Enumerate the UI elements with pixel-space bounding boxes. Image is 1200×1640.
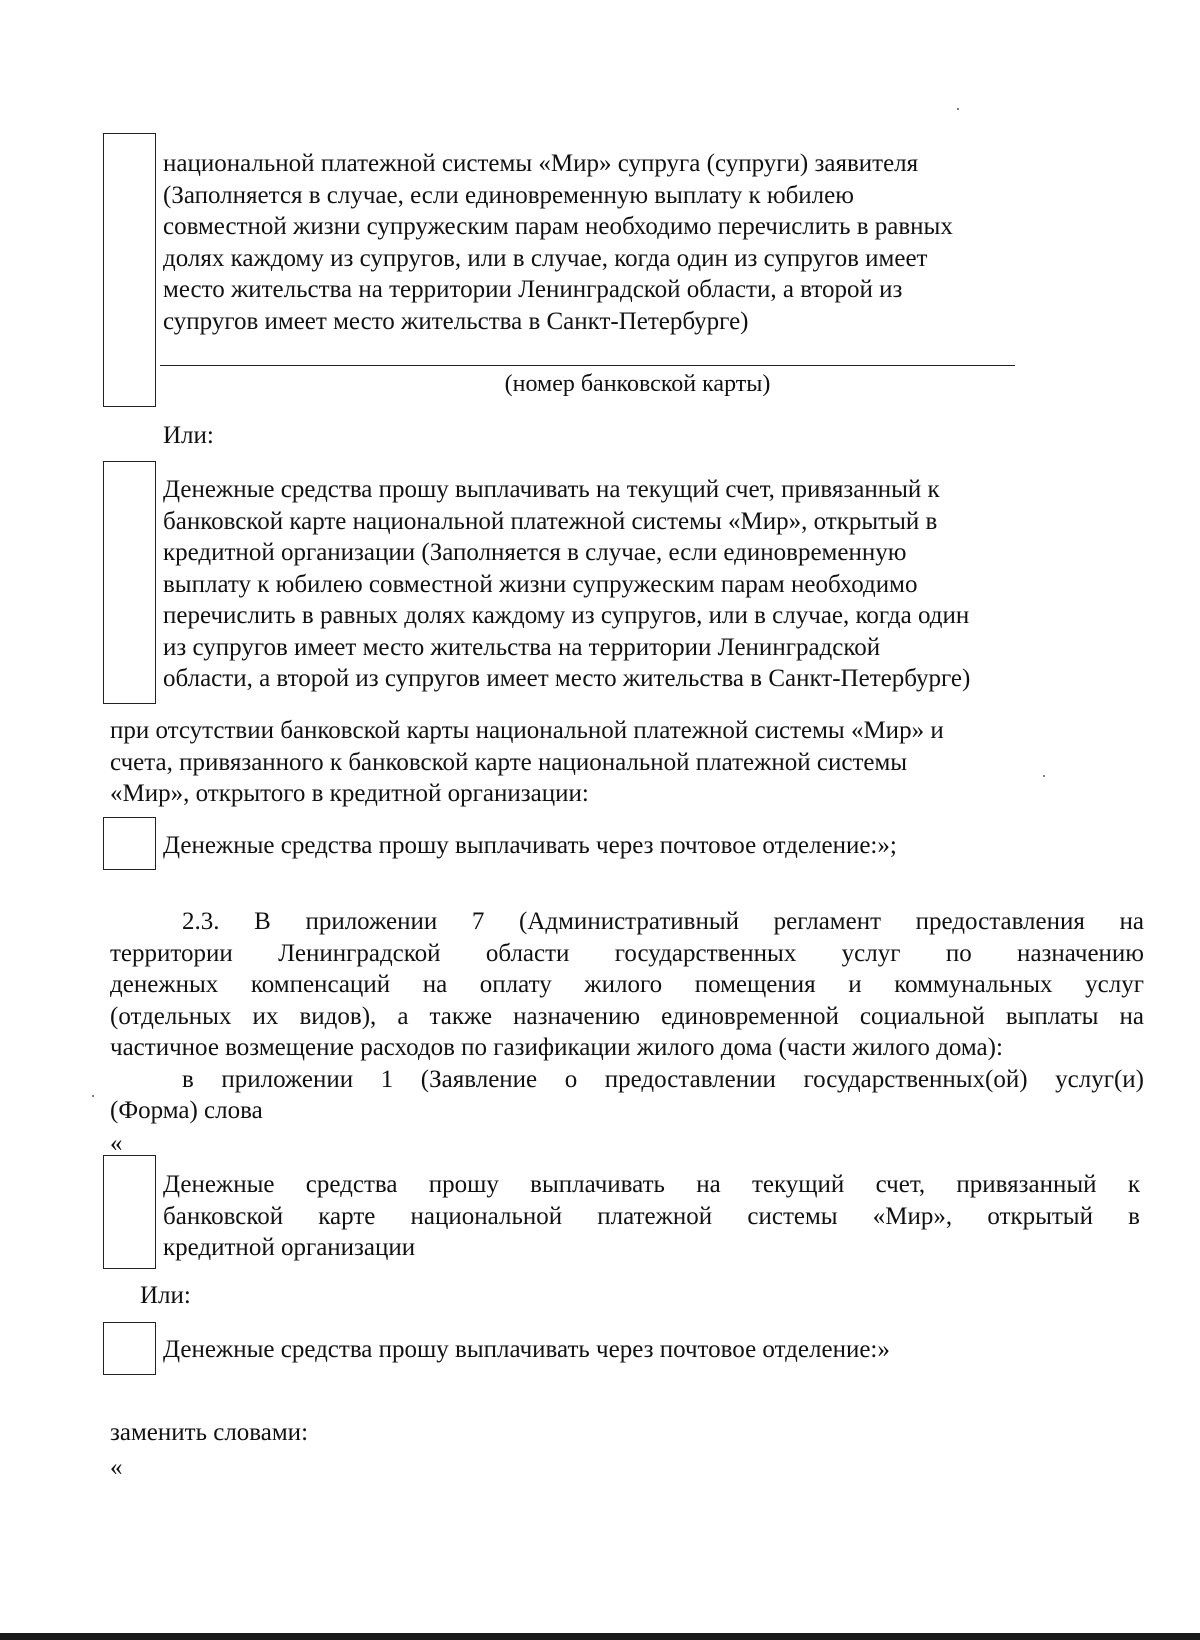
text-line: области, а второй из супругов имеет место жительства в Санкт-Петербурге)	[163, 665, 971, 692]
text-line: кредитной организации	[163, 1234, 416, 1261]
card-number-caption: (номер банковской карты)	[504, 371, 771, 397]
spouse-card-text	[163, 148, 953, 337]
section-2-3	[110, 906, 1144, 1127]
text-line: Денежные средства прошу выплачивать на текущий счет, привязанный к	[163, 476, 940, 503]
text-line: (Заполняется в случае, если единовременную выплату к юбилею	[163, 181, 854, 209]
text-line: при отсутствии банковской карты национальной платежной системы «Мир» и	[110, 717, 944, 744]
text-line: долях каждому из супругов, или в случае, когда один из супругов имеет	[163, 244, 928, 272]
text-line: национальной платежной системы «Мир» супруга (супруги) заявителя	[163, 150, 919, 177]
spouse-card-checkbox[interactable]	[103, 133, 156, 407]
scan-speck	[957, 108, 959, 110]
text-line: (Форма) слова	[110, 1097, 263, 1124]
post-office-checkbox-old[interactable]	[103, 1322, 156, 1375]
account-option-old-text	[163, 1169, 1140, 1264]
text-line: место жительства на территории Ленинградской области, а второй из	[163, 276, 903, 303]
or-label: Или:	[163, 422, 214, 449]
post-office-checkbox[interactable]	[103, 817, 156, 870]
text-line: банковской карте национальной платежной системы «Мир», открытый в	[163, 1202, 1140, 1230]
text-line: в приложении 1 (Заявление о предоставлении государственных(ой) услуг(и)	[182, 1065, 1144, 1093]
card-number-field-line[interactable]	[160, 365, 1015, 366]
text-line: из супругов имеет место жительства на территории Ленинградской	[163, 633, 881, 661]
account-option-checkbox[interactable]	[103, 461, 156, 704]
text-line: выплату к юбилею совместной жизни супружеским парам необходимо	[163, 570, 918, 598]
post-office-option-text: Денежные средства прошу выплачивать через почтовое отделение:»;	[163, 832, 897, 859]
open-quote: «	[110, 1454, 123, 1481]
text-line: кредитной организации (Заполняется в случае, если единовременную	[163, 539, 907, 566]
text-line: денежных компенсаций на оплату жилого помещения и коммунальных услуг	[110, 971, 1144, 998]
text-line: счета, привязанного к банковской карте национальной платежной системы	[110, 748, 908, 776]
text-line: (отдельных их видов), а также назначению единовременной социальной выплаты на	[110, 1002, 1144, 1030]
post-office-option-old-text: Денежные средства прошу выплачивать через почтовое отделение:»	[163, 1336, 890, 1363]
scan-bottom-edge	[0, 1633, 1200, 1640]
replace-label: заменить словами:	[110, 1419, 309, 1446]
open-quote: «	[110, 1130, 123, 1157]
text-line: частичное возмещение расходов по газификации жилого дома (части жилого дома):	[110, 1034, 1003, 1061]
account-option-text	[163, 474, 970, 695]
absence-paragraph	[110, 715, 944, 810]
text-line: перечислить в равных долях каждому из супругов, или в случае, когда один	[163, 602, 970, 629]
text-line: «Мир», открытого в кредитной организации:	[110, 780, 589, 807]
text-line: территории Ленинградской области государственных услуг по назначению	[110, 939, 1144, 967]
text-line: супругов имеет место жительства в Санкт-Петербурге)	[163, 307, 749, 335]
text-line: совместной жизни супружеским парам необходимо перечислить в равных	[163, 213, 953, 240]
account-option-checkbox-old[interactable]	[103, 1155, 156, 1269]
scan-speck	[92, 1095, 94, 1097]
text-line: банковской карте национальной платежной системы «Мир», открытый в	[163, 507, 938, 535]
scan-speck	[1043, 775, 1045, 777]
text-line: Денежные средства прошу выплачивать на текущий счет, привязанный к	[163, 1171, 1140, 1198]
text-line: 2.3. В приложении 7 (Административный регламент предоставления на	[182, 908, 1144, 935]
or-label: Или:	[140, 1282, 191, 1309]
